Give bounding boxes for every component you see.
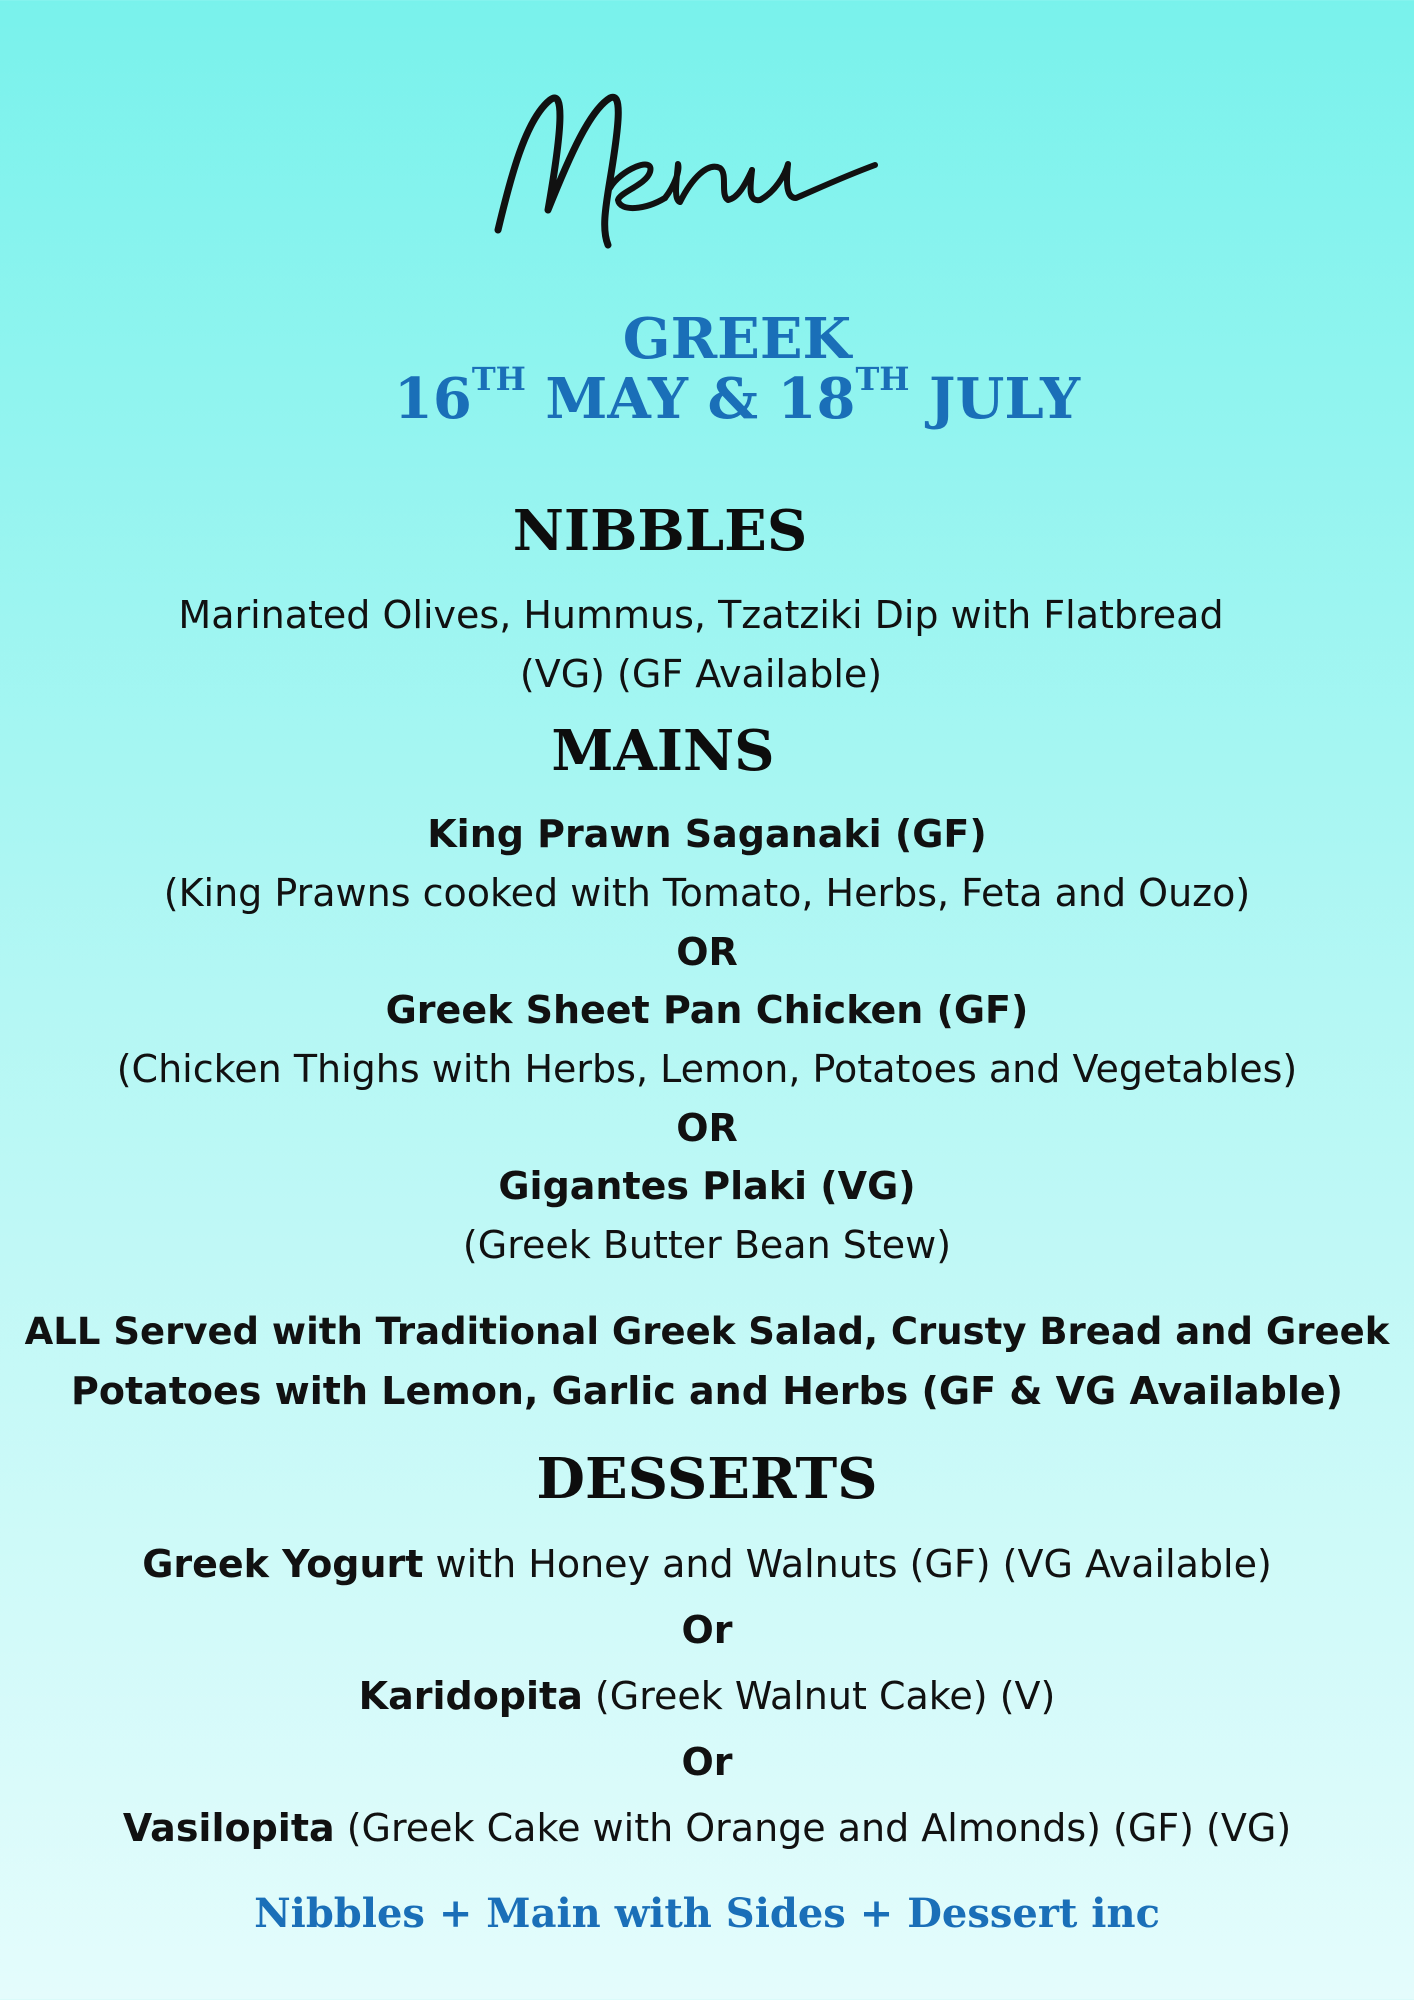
dessert-item-2 xyxy=(0,1674,1414,1718)
main-or-2: OR xyxy=(676,1106,738,1150)
dessert-item-3-desc: (Greek Cake with Orange and Almonds) (GF) (VG) xyxy=(334,1806,1292,1850)
dessert-item-3 xyxy=(0,1806,1414,1850)
dessert-or-2: Or xyxy=(681,1740,733,1784)
main-option-2-desc: (Chicken Thighs with Herbs, Lemon, Potatoes and Vegetables) xyxy=(116,1047,1298,1091)
dessert-item-1-desc: with Honey and Walnuts (GF) (VG Available) xyxy=(423,1542,1272,1586)
dessert-or-1: Or xyxy=(681,1608,733,1652)
date-end: JULY xyxy=(909,366,1081,432)
dessert-item-3-name: Vasilopita xyxy=(122,1806,335,1850)
main-option-1-title: King Prawn Saganaki (GF) xyxy=(427,812,987,856)
main-option-3-title: Gigantes Plaki (VG) xyxy=(498,1164,916,1208)
date-middle: MAY & 18 xyxy=(525,366,856,432)
dessert-item-1-name: Greek Yogurt xyxy=(142,1542,424,1586)
date-day-1: 16 xyxy=(393,366,472,432)
price-includes-footer: Nibbles + Main with Sides + Dessert inc xyxy=(254,1890,1160,1937)
main-option-3-desc: (Greek Butter Bean Stew) xyxy=(462,1223,952,1267)
mains-served-line-2: Potatoes with Lemon, Garlic and Herbs (GF & VG Available) xyxy=(71,1369,1343,1413)
menu-script-logo xyxy=(470,60,900,300)
mains-heading: MAINS xyxy=(551,718,775,784)
date-suffix-2: TH xyxy=(855,360,910,398)
main-option-2-title: Greek Sheet Pan Chicken (GF) xyxy=(385,988,1029,1032)
date-suffix-1: TH xyxy=(471,360,526,398)
mains-served-line-1: ALL Served with Traditional Greek Salad, Crusty Bread and Greek xyxy=(24,1310,1390,1353)
main-option-1-desc: (King Prawns cooked with Tomato, Herbs, Feta and Ouzo) xyxy=(163,871,1251,915)
nibbles-heading: NIBBLES xyxy=(512,498,808,564)
cuisine-title: GREEK xyxy=(622,306,852,372)
dessert-item-2-name: Karidopita xyxy=(358,1674,583,1718)
main-or-1: OR xyxy=(676,930,738,974)
dessert-item-1 xyxy=(0,1542,1414,1586)
event-dates xyxy=(30,360,1414,432)
desserts-heading: DESSERTS xyxy=(536,1446,878,1512)
nibbles-line-2: (VG) (GF Available) xyxy=(519,652,883,696)
dessert-item-2-desc: (Greek Walnut Cake) (V) xyxy=(582,1674,1056,1718)
nibbles-line-1: Marinated Olives, Hummus, Tzatziki Dip with Flatbread xyxy=(178,593,1224,637)
menu-script-title xyxy=(470,60,900,300)
